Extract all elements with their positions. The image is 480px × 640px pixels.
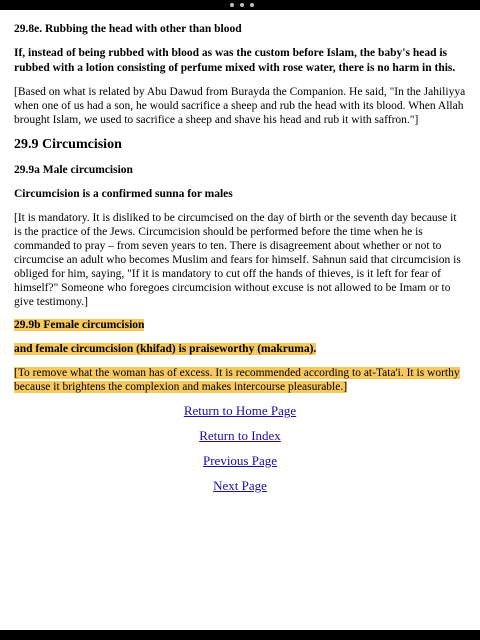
top-status-bar	[0, 0, 480, 10]
section-9-heading: 29.9 Circumcision	[14, 137, 122, 152]
next-page-link[interactable]: Next Page	[213, 478, 267, 493]
section-9b-ruling: and female circumcision (khifad) is praiseworthy (makruma).	[14, 343, 317, 355]
section-9b-commentary-block	[14, 366, 466, 394]
dot	[250, 3, 254, 7]
previous-page-link[interactable]: Previous Page	[202, 453, 278, 468]
page-navigation	[14, 403, 466, 494]
section-9a-heading: 29.9a Male circumcision	[14, 164, 133, 176]
section-9b-heading-block	[14, 318, 466, 333]
section-8e-ruling: If, instead of being rubbed with blood as was the custom before Islam, the baby's head is rubbed with a lotion consisting of perfume mixed with rose water, there is no harm in this.	[14, 47, 456, 74]
bottom-bar	[0, 630, 480, 640]
section-9b-heading: 29.9b Female circumcision	[14, 319, 145, 331]
section-9b-commentary: [To remove what the woman has of excess. It is recommended according to at-Tata'i. It is worthy because it brightens the complexion and makes intercourse pleasurable.]	[14, 367, 460, 393]
home-page-link[interactable]: Return to Home Page	[183, 403, 297, 418]
index-link[interactable]: Return to Index	[199, 428, 281, 443]
dot	[230, 3, 234, 7]
document-page	[0, 10, 480, 630]
section-9a-ruling: Circumcision is a confirmed sunna for males	[14, 188, 233, 200]
more-options-icon[interactable]	[230, 2, 254, 8]
dot	[240, 3, 244, 7]
section-9b-ruling-block	[14, 342, 466, 357]
section-9a-commentary: [It is mandatory. It is disliked to be circumcised on the day of birth or the seventh day because it is the practice of the Jews. Circumcision should be performed before the time when he is commanded to pray – from seven years to ten. There is disagreement about whether or not to circumcise an adult who becomes Muslim and fears for himself. Sahnun said that circumcision is obliged for him, saying, "If it is mandatory to cut off the hands of thieves, is it left for fear of himself?" Someone who foregoes circumcision without excuse is not allowed to be Imam or to give testimony.]	[14, 212, 461, 308]
document-content	[14, 22, 466, 503]
section-8e-commentary: [Based on what is related by Abu Dawud from Burayda the Companion. He said, "In the Jahiliyya when one of us had a son, he would sacrifice a sheep and rub the head with its blood. When Allah brought Islam, we used to sacrifice a sheep and shave his head and rub it with saffron."]	[14, 86, 466, 126]
section-8e-heading: 29.8e. Rubbing the head with other than blood	[14, 23, 242, 35]
